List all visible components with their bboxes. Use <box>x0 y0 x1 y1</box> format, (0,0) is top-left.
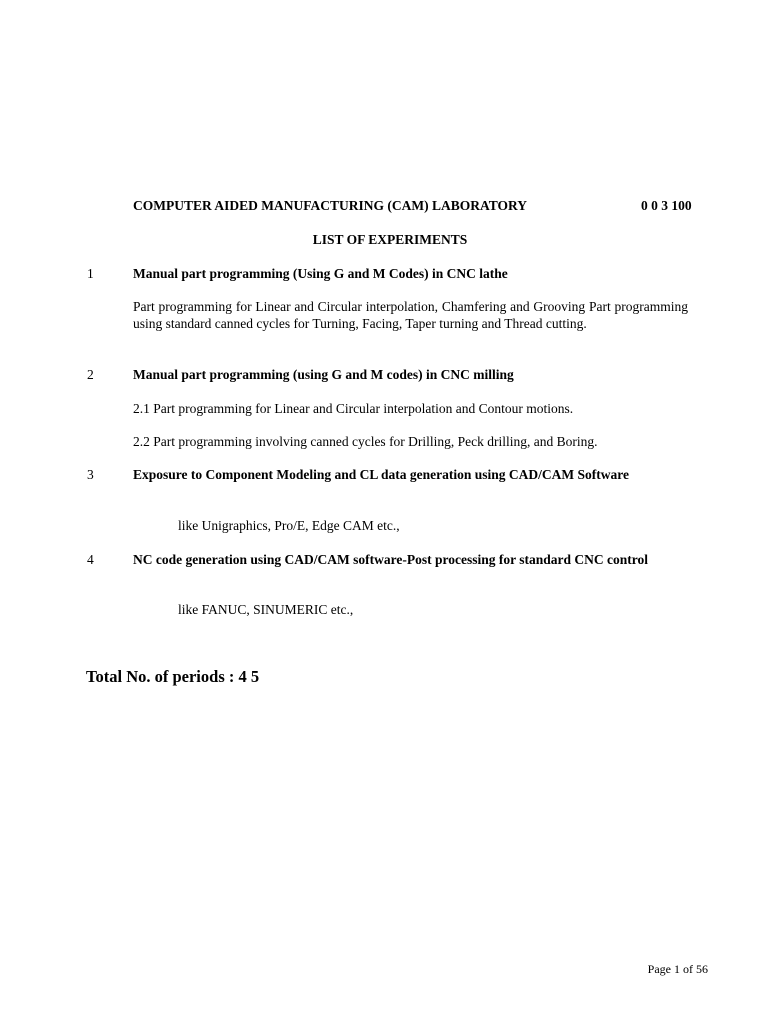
list-heading: LIST OF EXPERIMENTS <box>312 232 468 247</box>
experiment-detail: Part programming for Linear and Circular interpolation, Chamfering and Grooving Part programming using standard canned cycles for Turning, Facing, Taper turning and Thread cutting. <box>133 299 688 331</box>
experiment-detail: like FANUC, SINUMERIC etc., <box>178 602 354 617</box>
page-number: Page 1 of 56 <box>647 962 708 976</box>
experiment-detail: 2.1 Part programming for Linear and Circular interpolation and Contour motions. <box>133 401 574 416</box>
experiment-title: NC code generation using CAD/CAM software-Post processing for standard CNC control <box>133 552 648 567</box>
experiment-detail: like Unigraphics, Pro/E, Edge CAM etc., <box>178 518 400 533</box>
experiment-detail: 2.2 Part programming involving canned cycles for Drilling, Peck drilling, and Boring. <box>133 434 598 449</box>
experiment-number: 2 <box>87 367 94 382</box>
experiment-title: Manual part programming (using G and M codes) in CNC milling <box>133 367 514 382</box>
experiment-number: 4 <box>87 552 94 567</box>
document-title: COMPUTER AIDED MANUFACTURING (CAM) LABORATORY <box>133 198 528 213</box>
course-code: 0 0 3 100 <box>641 198 692 213</box>
experiment-title: Exposure to Component Modeling and CL data generation using CAD/CAM Software <box>133 467 630 482</box>
experiment-title: Manual part programming (Using G and M Codes) in CNC lathe <box>133 266 508 281</box>
experiment-number: 3 <box>87 467 94 482</box>
experiment-number: 1 <box>87 266 94 281</box>
total-periods: Total No. of periods : 4 5 <box>86 667 260 686</box>
